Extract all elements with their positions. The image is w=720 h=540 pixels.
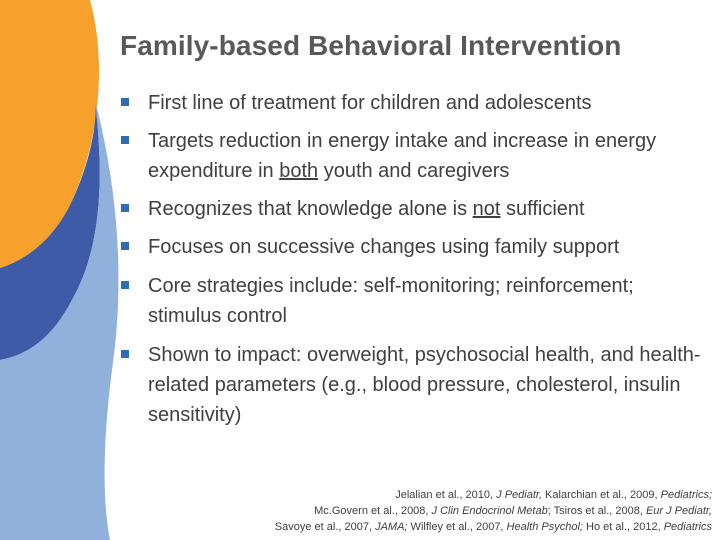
bullet-marker-icon xyxy=(121,281,129,289)
bullet-text: Focuses on successive changes using family support xyxy=(148,236,620,258)
bullet-marker-icon xyxy=(121,350,129,358)
bullet-marker-icon xyxy=(121,136,129,144)
bullet-item xyxy=(120,271,638,331)
bullet-item xyxy=(120,88,710,118)
bullet-text: sufficient xyxy=(500,198,585,220)
bullet-text: Core strategies include: self-monitoring; reinforcement; stimulus control xyxy=(148,275,634,327)
reference-line: Savoye et al., 2007, JAMA; Wilfley et al., 2007, Health Psychol; Ho et al., 2012, Pediatrics xyxy=(274,521,712,533)
bullet-marker-icon xyxy=(121,204,129,212)
references xyxy=(275,487,712,535)
bullet-list xyxy=(120,88,710,430)
bullet-text: First line of treatment for children and adolescents xyxy=(148,92,592,114)
bullet-item xyxy=(120,232,638,262)
reference-line: Mc.Govern et al., 2008, J Clin Endocrinol Metab; Tsiros et al., 2008, Eur J Pediatr, xyxy=(314,505,712,517)
bullet-text: Recognizes that knowledge alone is xyxy=(148,198,473,220)
underlined-emphasis: not xyxy=(472,198,501,220)
underlined-emphasis: both xyxy=(279,160,319,182)
bullet-item xyxy=(120,340,710,430)
bullet-item xyxy=(120,194,710,224)
bullet-marker-icon xyxy=(121,242,129,250)
slide-title: Family-based Behavioral Intervention xyxy=(120,30,622,61)
bullet-item xyxy=(120,126,710,186)
reference-line: Jelalian et al., 2010, J Pediatr, Kalarchian et al., 2009, Pediatrics; xyxy=(395,489,712,501)
bullet-text: Shown to impact: overweight, psychosocial health, and health-related parameters (e.g., blood pressure, cholesterol, insulin sensitivity) xyxy=(148,344,701,426)
bullet-marker-icon xyxy=(121,98,129,106)
bullet-text: youth and caregivers xyxy=(318,160,510,182)
bullet-text: Targets reduction in energy intake and increase in energy expenditure in xyxy=(148,130,657,182)
